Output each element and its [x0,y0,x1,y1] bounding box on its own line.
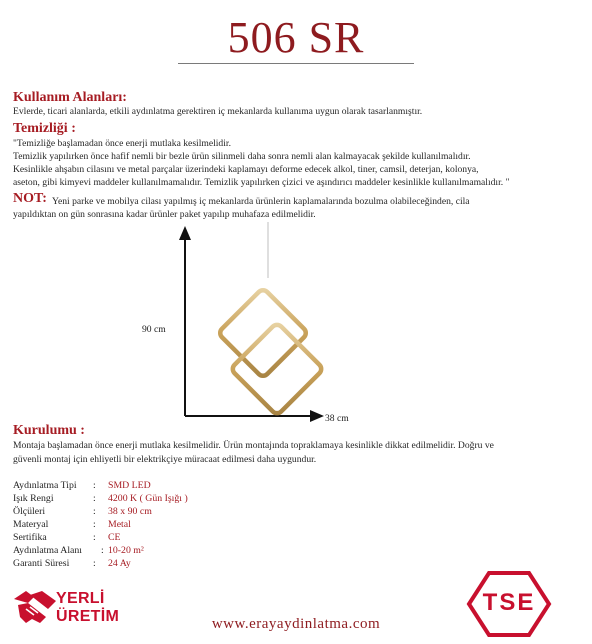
width-arrow [185,410,324,422]
installation-heading: Kurulumu : [13,423,85,438]
cleaning-line: "Temizliğe başlamadan önce enerji mutlaka kesilmelidir. [13,138,231,149]
spec-separator: : [93,532,96,543]
usage-text: Evlerde, ticari alanlarda, etkili aydınlatma gerektiren iç mekanlarda kullanıma uygun olarak tasarlanmıştır. [13,106,423,117]
spec-value: 38 x 90 cm [108,506,152,517]
website-url: www.erayaydinlatma.com [211,616,381,632]
spec-value: 4200 K ( Gün Işığı ) [108,493,188,504]
usage-heading: Kullanım Alanları: [13,90,127,105]
width-dimension-label: 38 cm [325,413,349,424]
spec-separator: : [93,506,96,517]
spec-label: Sertifika [13,532,47,543]
height-arrow [179,226,191,416]
page-title: 506 SR [227,13,365,62]
spec-separator: : [93,519,96,530]
spec-label: Garanti Süresi [13,558,70,569]
badge-line1: YERLİ [56,590,105,607]
spec-label: Aydınlatma Tipi [13,480,77,491]
tse-logo [466,570,552,638]
installation-line: güvenli montaj için ehliyetli bir elektrikçiye müracaat edilmesi daha uygundur. [13,454,317,465]
spec-value: 10-20 m² [108,545,144,556]
title-divider [178,63,414,64]
note-line: Yeni parke ve mobilya cilası yapılmış iç mekanlarda ürünlerin kaplamalarında bozulma olabileceğinden, cila [52,196,470,207]
spec-separator: : [101,545,104,556]
spec-value: 24 Ay [108,558,131,569]
spec-label: Aydınlatma Alanı [13,545,83,556]
note-line: yapıldıktan on gün sonrasına kadar ürünler paket yapılıp muhafaza edilmelidir. [13,209,316,220]
spec-separator: : [93,493,96,504]
spec-value: Metal [108,519,131,530]
badge-line2: ÜRETİM [56,608,120,625]
product-dimension-illustration [150,222,350,422]
spec-value: SMD LED [108,480,151,491]
cleaning-line: aseton, gibi kimyevi maddeler kullanılmamalıdır. Temizlik yapılırken çizici ve aşındırıcı maddeler kesinlikle kullanılmamalıdır. " [13,177,510,188]
spec-label: Materyal [13,519,49,530]
height-dimension-label: 90 cm [142,324,166,335]
cleaning-line: Kesinlikle ahşabın cilasını ve metal parçalar üzerindeki kaplamayı deforme edecek alkol, tiner, camsil, deterjan, kolonya, [13,164,479,175]
cleaning-line: Temizlik yapılırken önce hafif nemli bir bezle ürün silinmeli daha sonra nemli alan kalmayacak şekilde kullanılmalıdır. [13,151,471,162]
spec-label: Ölçüleri [13,506,46,517]
lamp-rings [218,288,324,416]
tse-text: TSE [482,589,536,616]
spec-value: CE [108,532,121,543]
spec-label: Işık Rengi [13,493,54,504]
spec-separator: : [93,558,96,569]
installation-line: Montaja başlamadan önce enerji mutlaka kesilmelidir. Ürün montajında topraklamaya kesinlikle dikkat edilmelidir. Doğru ve [13,440,494,451]
spec-separator: : [93,480,96,491]
note-heading: NOT: [13,191,47,206]
cleaning-heading: Temizliği : [13,121,76,136]
